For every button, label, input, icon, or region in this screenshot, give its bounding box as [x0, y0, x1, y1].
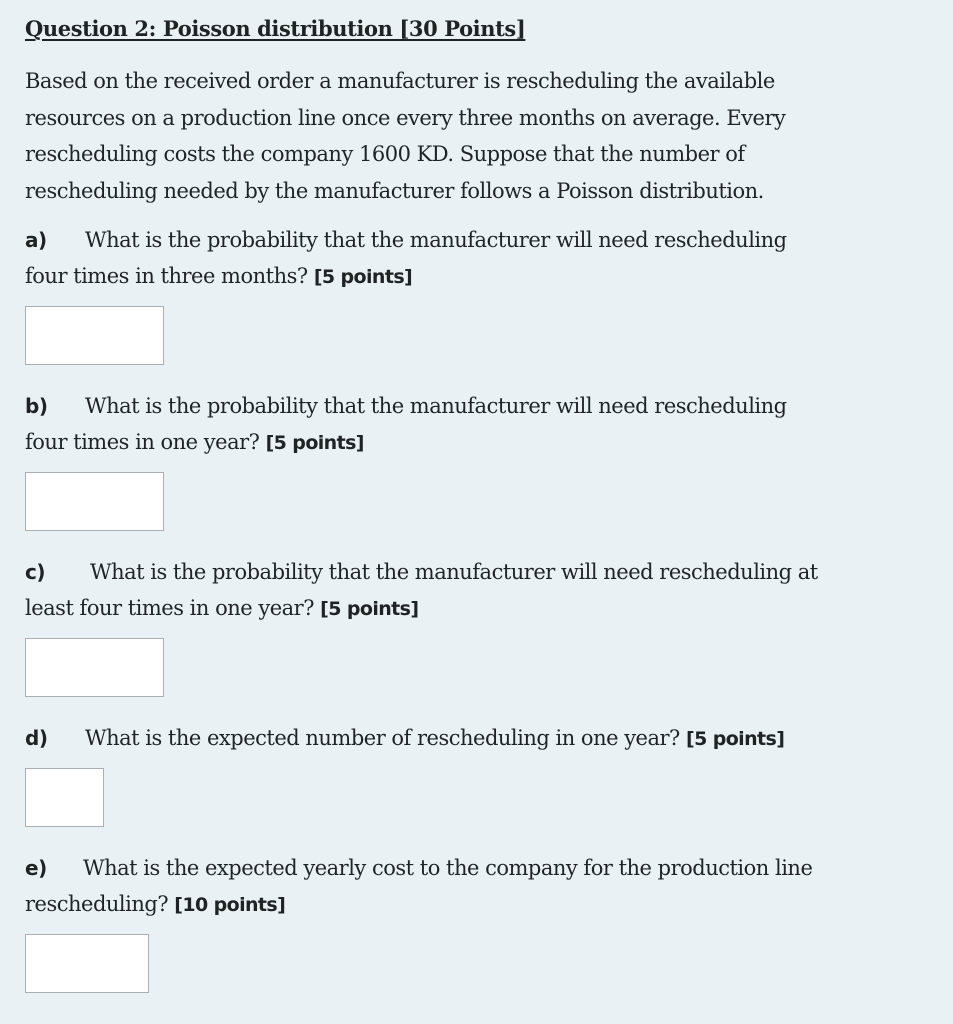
question-text: What is the probability that the manufacturer will need rescheduling at	[90, 560, 818, 584]
question-text: least four times in one year?	[25, 596, 314, 620]
question-text: four times in one year?	[25, 430, 260, 454]
question-letter: b)	[25, 394, 48, 418]
points-label: [5 points]	[265, 432, 364, 454]
question-e	[25, 850, 945, 923]
answer-box-b[interactable]	[25, 472, 164, 531]
question-text: What is the expected yearly cost to the company for the production line	[83, 856, 813, 880]
question-letter: d)	[25, 726, 48, 750]
question-text: What is the expected number of rescheduling in one year?	[85, 726, 680, 750]
answer-box-a[interactable]	[25, 306, 164, 365]
question-c	[25, 554, 945, 627]
question-letter: a)	[25, 228, 47, 252]
question-a	[25, 222, 945, 295]
question-intro	[25, 63, 925, 209]
points-label: [5 points]	[320, 598, 419, 620]
question-text: rescheduling?	[25, 892, 169, 916]
answer-box-c[interactable]	[25, 638, 164, 697]
intro-line: resources on a production line once every three months on average. Every	[25, 105, 786, 130]
intro-line: rescheduling needed by the manufacturer follows a Poisson distribution.	[25, 178, 764, 203]
intro-line: rescheduling costs the company 1600 KD. Suppose that the number of	[25, 142, 745, 166]
question-title: Question 2: Poisson distribution [30 Points]	[25, 16, 526, 41]
question-text: What is the probability that the manufacturer will need rescheduling	[85, 228, 787, 252]
question-d	[25, 720, 945, 757]
question-b	[25, 388, 945, 461]
intro-line: Based on the received order a manufacturer is rescheduling the available	[25, 69, 775, 93]
points-label: [5 points]	[313, 266, 413, 288]
question-text: four times in three months?	[25, 264, 308, 288]
question-letter: c)	[25, 560, 45, 584]
answer-box-d[interactable]	[25, 768, 104, 827]
question-text: What is the probability that the manufacturer will need rescheduling	[85, 394, 787, 418]
points-label: [10 points]	[174, 894, 286, 916]
points-label: [5 points]	[686, 728, 785, 750]
answer-box-e[interactable]	[25, 934, 149, 993]
question-letter: e)	[25, 856, 47, 880]
